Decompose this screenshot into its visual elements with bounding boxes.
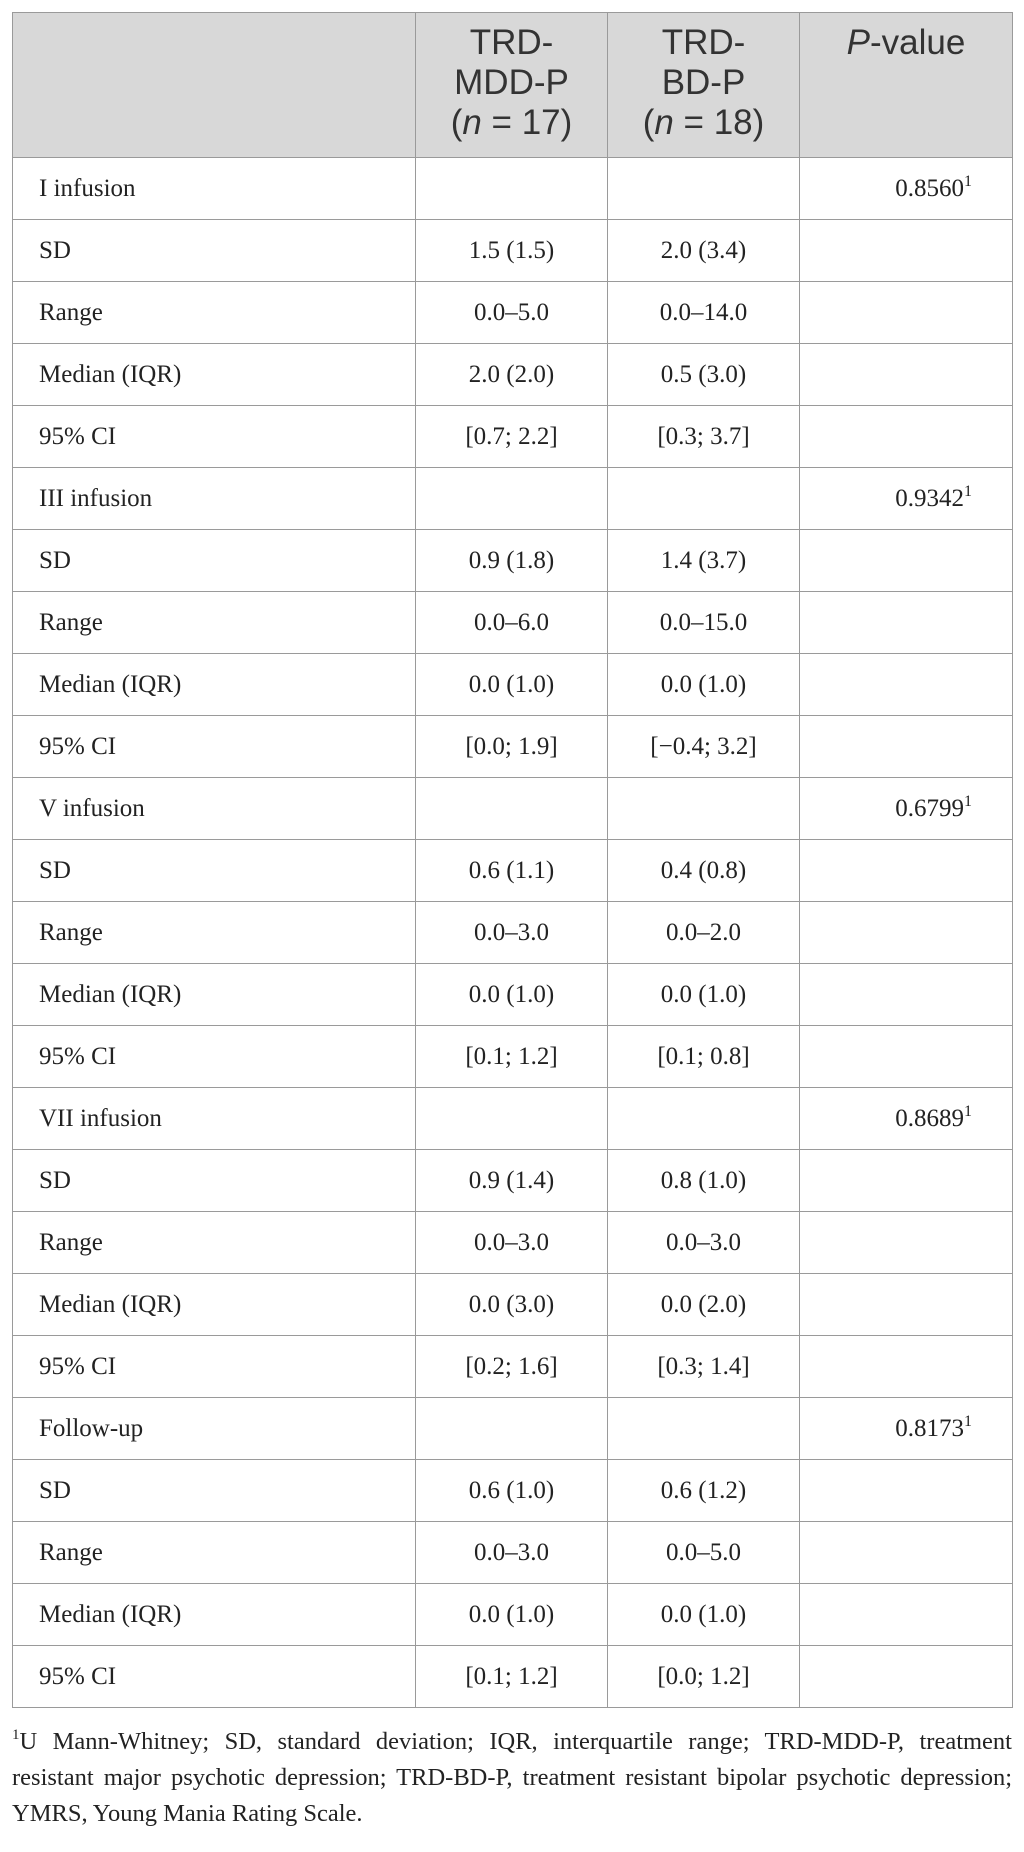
cell-trd-bd-p: 0.0 (2.0) [608,1274,800,1336]
header-trd-mdd-p [416,13,608,158]
cell-p-value [800,902,1013,964]
cell-p-value [800,1212,1013,1274]
cell-trd-mdd-p: 0.0–3.0 [416,1212,608,1274]
header-n-var: n [654,103,674,142]
p-value-footnote-marker: 1 [964,792,972,810]
table-row [13,1584,1013,1646]
cell-trd-mdd-p: 0.0–6.0 [416,592,608,654]
p-value-number: 0.8173 [895,1414,964,1442]
table-row [13,1026,1013,1088]
cell-p-value [800,1150,1013,1212]
table-container [12,12,1012,1832]
row-label: I infusion [13,158,416,220]
table-row [13,1646,1013,1708]
table-row [13,1274,1013,1336]
cell-trd-bd-p: 0.0 (1.0) [608,1584,800,1646]
row-label: Range [13,592,416,654]
row-label: 95% CI [13,1336,416,1398]
footnote-text: U Mann-Whitney; SD, standard deviation; IQR, interquartile range; TRD-MDD-P, treatment resistant major psychotic depression; TRD-BD-P, treatment resistant bipolar psychotic depression; YMRS, Young Mania Rating Scale. [12,1728,1012,1827]
row-label: Median (IQR) [13,1584,416,1646]
table-row [13,1336,1013,1398]
cell-trd-bd-p: [−0.4; 3.2] [608,716,800,778]
cell-p-value [800,778,1013,840]
cell-trd-bd-p: 0.6 (1.2) [608,1460,800,1522]
cell-trd-bd-p: 0.0–2.0 [608,902,800,964]
table-row [13,344,1013,406]
cell-p-value [800,1274,1013,1336]
p-value-footnote-marker: 1 [964,1412,972,1430]
cell-trd-bd-p: 0.0–15.0 [608,592,800,654]
table-row [13,778,1013,840]
table-row [13,654,1013,716]
table-footnote [12,1724,1012,1832]
header-trd-mdd-p-n [416,103,607,143]
cell-trd-bd-p [608,158,800,220]
row-label: Median (IQR) [13,654,416,716]
cell-p-value [800,1460,1013,1522]
cell-trd-mdd-p: 0.9 (1.8) [416,530,608,592]
header-n-rest: = 17) [481,103,573,142]
cell-trd-mdd-p: [0.1; 1.2] [416,1026,608,1088]
header-trd-bd-p [608,13,800,158]
table-row [13,1398,1013,1460]
cell-trd-mdd-p [416,158,608,220]
header-p-italic: P [846,23,871,62]
cell-trd-bd-p [608,1088,800,1150]
row-label: Range [13,282,416,344]
table-row [13,406,1013,468]
header-p-value-text [800,23,1012,63]
row-label: Median (IQR) [13,344,416,406]
header-trd-bd-p-line2: BD-P [661,63,746,102]
cell-trd-mdd-p: 0.9 (1.4) [416,1150,608,1212]
cell-p-value [800,530,1013,592]
table-row [13,1150,1013,1212]
cell-trd-mdd-p: [0.7; 2.2] [416,406,608,468]
row-label: SD [13,1150,416,1212]
cell-trd-bd-p [608,468,800,530]
row-label: Range [13,1522,416,1584]
table-body [13,158,1013,1708]
cell-p-value [800,592,1013,654]
cell-trd-mdd-p [416,468,608,530]
p-value-footnote-marker: 1 [964,1102,972,1120]
cell-p-value [800,716,1013,778]
row-label: Follow-up [13,1398,416,1460]
cell-trd-bd-p [608,778,800,840]
cell-trd-bd-p: 0.0 (1.0) [608,654,800,716]
cell-p-value [800,220,1013,282]
row-label: 95% CI [13,716,416,778]
header-n-var: n [462,103,482,142]
header-empty-cell [13,13,416,158]
header-trd-mdd-p-line2: MDD-P [454,63,569,102]
header-trd-bd-p-n [608,103,799,143]
cell-p-value [800,1336,1013,1398]
cell-trd-bd-p: [0.3; 1.4] [608,1336,800,1398]
cell-trd-mdd-p: [0.0; 1.9] [416,716,608,778]
p-value-number: 0.8560 [895,174,964,202]
cell-trd-bd-p: 0.0–5.0 [608,1522,800,1584]
cell-p-value [800,1026,1013,1088]
table-row [13,220,1013,282]
header-p-value [800,13,1013,158]
cell-trd-bd-p: [0.3; 3.7] [608,406,800,468]
row-label: 95% CI [13,406,416,468]
header-p-rest: -value [870,23,966,62]
cell-p-value [800,158,1013,220]
cell-p-value [800,964,1013,1026]
row-label: SD [13,1460,416,1522]
p-value-number: 0.6799 [895,794,964,822]
row-label: Median (IQR) [13,1274,416,1336]
cell-trd-mdd-p: 2.0 (2.0) [416,344,608,406]
table-row [13,964,1013,1026]
cell-trd-mdd-p: 0.6 (1.0) [416,1460,608,1522]
cell-trd-bd-p: 0.0–3.0 [608,1212,800,1274]
row-label: 95% CI [13,1646,416,1708]
table-row [13,1088,1013,1150]
row-label: 95% CI [13,1026,416,1088]
cell-trd-bd-p: 0.4 (0.8) [608,840,800,902]
cell-trd-bd-p: 2.0 (3.4) [608,220,800,282]
cell-trd-mdd-p: 0.0 (1.0) [416,1584,608,1646]
results-table [12,12,1013,1708]
cell-p-value [800,1398,1013,1460]
cell-p-value [800,282,1013,344]
cell-trd-mdd-p: 0.0–3.0 [416,902,608,964]
cell-trd-bd-p: 0.8 (1.0) [608,1150,800,1212]
cell-trd-mdd-p: 0.0 (3.0) [416,1274,608,1336]
cell-trd-bd-p: 0.0–14.0 [608,282,800,344]
row-label: Range [13,902,416,964]
p-value-footnote-marker: 1 [964,482,972,500]
footnote-marker: 1 [12,1727,20,1743]
table-row [13,840,1013,902]
cell-trd-mdd-p: [0.2; 1.6] [416,1336,608,1398]
header-n-open: ( [450,103,463,142]
row-label: Range [13,1212,416,1274]
row-label: SD [13,840,416,902]
cell-trd-bd-p: 1.4 (3.7) [608,530,800,592]
cell-p-value [800,344,1013,406]
header-trd-mdd-p-line1: TRD- [469,23,554,62]
row-label: Median (IQR) [13,964,416,1026]
cell-trd-mdd-p [416,778,608,840]
header-trd-bd-p-line1: TRD- [661,23,746,62]
cell-trd-mdd-p: 0.6 (1.1) [416,840,608,902]
table-row [13,158,1013,220]
cell-trd-mdd-p: 1.5 (1.5) [416,220,608,282]
cell-trd-mdd-p: 0.0 (1.0) [416,964,608,1026]
cell-trd-bd-p: 0.5 (3.0) [608,344,800,406]
cell-p-value [800,1584,1013,1646]
cell-p-value [800,1522,1013,1584]
cell-trd-bd-p [608,1398,800,1460]
table-row [13,530,1013,592]
row-label: SD [13,220,416,282]
table-row [13,716,1013,778]
cell-trd-mdd-p [416,1398,608,1460]
table-row [13,1212,1013,1274]
row-label: V infusion [13,778,416,840]
cell-p-value [800,468,1013,530]
row-label: III infusion [13,468,416,530]
p-value-number: 0.9342 [895,484,964,512]
cell-p-value [800,406,1013,468]
header-row [13,13,1013,158]
p-value-footnote-marker: 1 [964,172,972,190]
cell-trd-bd-p: [0.1; 0.8] [608,1026,800,1088]
cell-trd-mdd-p: [0.1; 1.2] [416,1646,608,1708]
cell-trd-mdd-p [416,1088,608,1150]
table-row [13,1522,1013,1584]
cell-trd-mdd-p: 0.0–3.0 [416,1522,608,1584]
cell-p-value [800,840,1013,902]
table-row [13,1460,1013,1522]
table-row [13,592,1013,654]
p-value-number: 0.8689 [895,1104,964,1132]
cell-trd-bd-p: 0.0 (1.0) [608,964,800,1026]
cell-trd-bd-p: [0.0; 1.2] [608,1646,800,1708]
cell-p-value [800,654,1013,716]
table-row [13,282,1013,344]
cell-p-value [800,1088,1013,1150]
cell-trd-mdd-p: 0.0 (1.0) [416,654,608,716]
cell-p-value [800,1646,1013,1708]
row-label: VII infusion [13,1088,416,1150]
cell-trd-mdd-p: 0.0–5.0 [416,282,608,344]
table-row [13,902,1013,964]
header-n-open: ( [642,103,655,142]
table-row [13,468,1013,530]
header-n-rest: = 18) [673,103,765,142]
row-label: SD [13,530,416,592]
